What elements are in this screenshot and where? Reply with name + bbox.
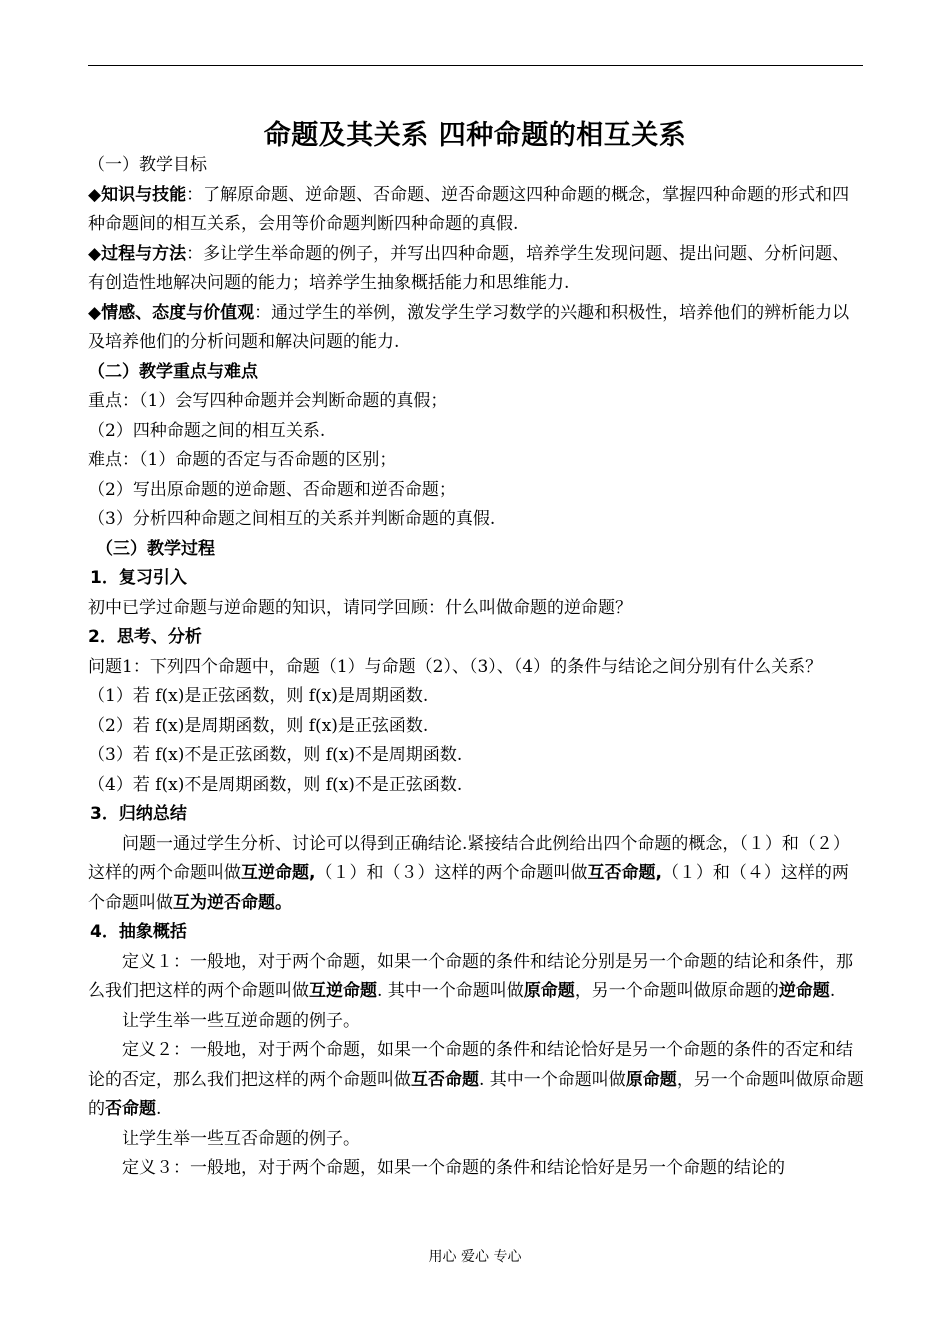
definition-text: ，另一个命题叫做原命题的 [88, 1069, 864, 1119]
step-analysis-heading: 2．思考、分析 [88, 627, 202, 647]
definition-1 [88, 948, 864, 1007]
focus-line: （3）分析四种命题之间相互的关系并判断命题的真假. [88, 509, 496, 529]
summary-text: 问题一通过学生分析、讨论可以得到正确结论.紧接结合此例给出四个命题的概念，（１）和（２）这样的两个命题叫做 [88, 833, 850, 883]
step-summary-heading: 3．归纳总结 [90, 804, 187, 824]
definition-2 [88, 1036, 864, 1125]
term: 互逆命题 [309, 981, 377, 1001]
definition-text: 定义２：一般地，对于两个命题，如果一个命题的条件和结论恰好是另一个命题的条件的否定和结论的否定，那么我们把这样的两个命题叫做 [88, 1040, 853, 1090]
document-body [88, 151, 864, 1184]
section-process-heading: （三）教学过程 [96, 538, 215, 559]
term-converse: 互逆命题, [241, 863, 316, 883]
objective-process-text: ：多让学生举命题的例子，并写出四种命题，培养学生发现问题、提出问题、分析问题、有创造性地解决问题的能力；培养学生抽象概括能力和思维能力. [88, 243, 850, 293]
proposition-item: （2）若 f(x)是周期函数，则 f(x)是正弦函数. [88, 715, 429, 736]
summary-text: （１）和（３）这样的两个命题叫做 [315, 863, 588, 883]
term: 原命题 [625, 1069, 677, 1090]
focus-line: 重点：（1）会写四种命题并会判断命题的真假； [88, 391, 448, 411]
document-title: 命题及其关系 四种命题的相互关系 [263, 120, 687, 151]
header-rule [88, 65, 863, 66]
step-review-heading: 1．复习引入 [90, 568, 187, 588]
summary-paragraph [88, 830, 864, 919]
definition-text: . 其中一个命题叫做 [479, 1069, 626, 1090]
definition-text: . [156, 1099, 162, 1119]
term: 否命题 [105, 1099, 156, 1119]
section-focus-heading: （二）教学重点与难点 [88, 361, 258, 382]
term-contrapositive: 互为逆否命题。 [173, 892, 292, 913]
focus-line: （2）四种命题之间的相互关系. [88, 420, 326, 441]
objective-knowledge [88, 181, 864, 240]
definition-3: 定义３：一般地，对于两个命题，如果一个命题的条件和结论恰好是另一个命题的结论的 [122, 1158, 785, 1178]
step-abstraction-heading: 4．抽象概括 [90, 922, 187, 942]
definition-text: 定义１：一般地，对于两个命题，如果一个命题的条件和结论分别是另一个命题的结论和条件，那么我们把这样的两个命题叫做 [88, 951, 853, 1001]
definition-text: . [829, 981, 836, 1001]
page-footer: 用心 爱心 专心 [428, 1249, 522, 1265]
proposition-item: （1）若 f(x)是正弦函数，则 f(x)是周期函数. [88, 686, 429, 706]
objective-emotion-label: ◆情感、态度与价值观 [88, 302, 255, 323]
term: 逆命题 [778, 981, 830, 1001]
focus-line: （2）写出原命题的逆命题、否命题和逆否命题； [88, 479, 456, 500]
focus-line: 难点：（1）命题的否定与否命题的区别； [88, 450, 397, 470]
summary-text: （１）和（４）这样的两个命题叫做 [88, 863, 849, 913]
definition-text: . 其中一个命题叫做 [377, 981, 524, 1001]
proposition-item: （4）若 f(x)不是周期函数，则 f(x)不是正弦函数. [88, 774, 463, 795]
question-1: 问题1：下列四个命题中，命题（1）与命题（2）、（3）、（4）的条件与结论之间分别有什么关系？ [88, 656, 823, 677]
objective-emotion [88, 299, 864, 358]
objective-emotion-text: ：通过学生的举例，激发学生学习数学的兴趣和积极性，培养他们的辨析能力以及培养他们的分析问题和解决问题的能力. [88, 302, 850, 352]
objective-knowledge-label: ◆知识与技能 [88, 184, 187, 205]
example-prompt-1: 让学生举一些互逆命题的例子。 [122, 1010, 360, 1031]
objective-process-label: ◆过程与方法 [88, 243, 187, 264]
objective-knowledge-text: ：了解原命题、逆命题、否命题、逆否命题这四种命题的概念，掌握四种命题的形式和四种命题间的相互关系，会用等价命题判断四种命题的真假. [88, 184, 850, 234]
proposition-item: （3）若 f(x)不是正弦函数，则 f(x)不是周期函数. [88, 745, 463, 765]
definition-text: ，另一个命题叫做原命题的 [574, 981, 779, 1001]
term-inverse: 互否命题, [587, 863, 662, 883]
step-review-text: 初中已学过命题与逆命题的知识，请同学回顾：什么叫做命题的逆命题？ [88, 597, 632, 618]
example-prompt-2: 让学生举一些互否命题的例子。 [122, 1128, 360, 1149]
term: 原命题 [523, 981, 575, 1001]
section-objectives-heading: （一）教学目标 [88, 155, 207, 175]
term: 互否命题 [411, 1069, 479, 1090]
objective-process [88, 240, 864, 299]
